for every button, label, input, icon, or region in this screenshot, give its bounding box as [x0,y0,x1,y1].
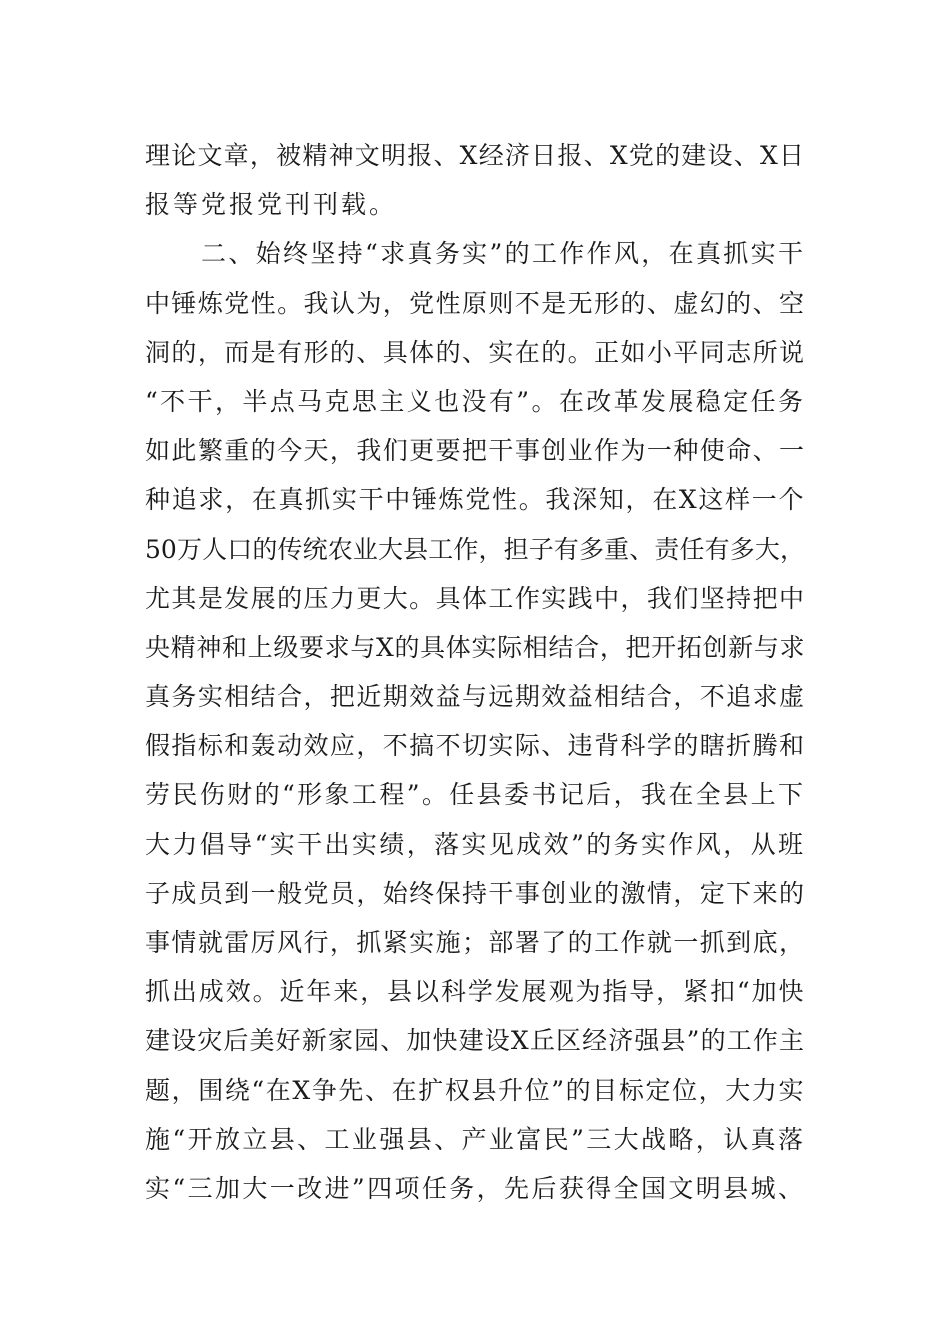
text-line: 50万人口的传统农业大县工作，担子有多重、责任有多大， [145,534,805,564]
text-line: 抓出成效。近年来，县以科学发展观为指导，紧扣“加快 [145,977,805,1007]
paragraph-start-line: 二、始终坚持“求真务实”的工作作风，在真抓实干 [201,239,805,269]
text-line: 施“开放立县、工业强县、产业富民”三大战略，认真落 [145,1124,805,1154]
text-line: 理论文章，被精神文明报、X经济日报、X党的建设、X日 [145,141,805,170]
text-line: 如此繁重的今天，我们更要把干事创业作为一种使命、一 [145,436,805,466]
text-line: 题，围绕“在X争先、在扩权县升位”的目标定位，大力实 [145,1075,805,1105]
text-line: 种追求，在真抓实干中锤炼党性。我深知，在X这样一个 [145,485,805,515]
text-line: 子成员到一般党员，始终保持干事创业的激情，定下来的 [145,878,805,908]
text-line: 报等党报党刊刊载。 [145,190,398,220]
text-line: 建设灾后美好新家园、加快建设X丘区经济强县”的工作主 [145,1026,805,1056]
body-text [145,131,805,1213]
text-line: 真务实相结合，把近期效益与远期效益相结合，不追求虚 [145,682,805,712]
text-line: 洞的，而是有形的、具体的、实在的。正如小平同志所说 [145,337,805,367]
text-line: 实“三加大一改进”四项任务，先后获得全国文明县城、 [145,1173,805,1203]
text-line: 尤其是发展的压力更大。具体工作实践中，我们坚持把中 [145,583,805,613]
text-line: 假指标和轰动效应，不搞不切实际、违背科学的瞎折腾和 [145,731,805,761]
text-line: 中锤炼党性。我认为，党性原则不是无形的、虚幻的、空 [145,288,805,318]
text-line: 劳民伤财的“形象工程”。任县委书记后，我在全县上下 [145,780,805,810]
text-line: “不干，半点马克思主义也没有”。在改革发展稳定任务 [145,386,805,416]
text-line: 大力倡导“实干出实绩，落实见成效”的务实作风，从班 [145,829,805,859]
text-line: 事情就雷厉风行，抓紧实施；部署了的工作就一抓到底， [145,928,805,957]
text-line: 央精神和上级要求与X的具体实际相结合，把开拓创新与求 [145,632,805,662]
